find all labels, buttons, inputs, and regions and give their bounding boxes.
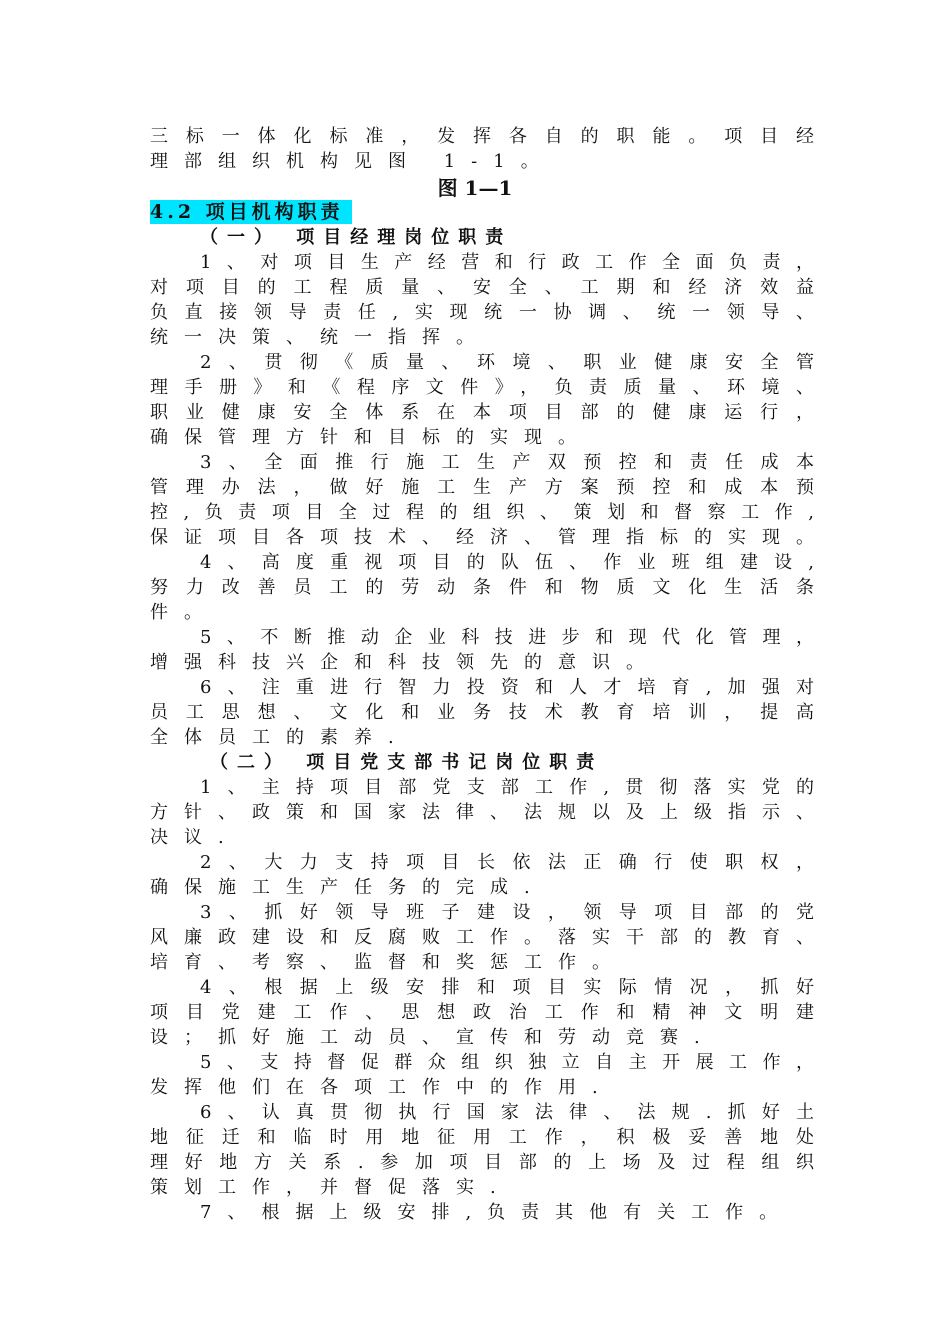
paragraph-line: 培育、考察、监督和奖惩工作。 (150, 952, 626, 973)
paragraph-line: 策划工作，并督促落实. (150, 1177, 512, 1198)
paragraph-line: 职业健康安全体系在本项目部的健康运行， (150, 402, 814, 423)
section-heading: 4.2 项目机构职责 (150, 200, 352, 224)
paragraph-line: 决议. (150, 827, 240, 848)
paragraph-line: 理好地方关系.参加项目部的上场及过程组织 (150, 1152, 814, 1173)
intro-line: 三标一体化标准，发挥各自的职能。项目经 (150, 126, 814, 147)
figure-title: 图 1—1 (437, 176, 513, 200)
paragraph-line: 努力改善员工的劳动条件和物质文化生活条 (150, 577, 814, 598)
paragraph-line: 对项目的工程质量、安全、工期和经济效益 (150, 277, 814, 298)
paragraph-line: 5、不断推动企业科技进步和现代化管理， (200, 627, 814, 648)
intro-line: 理部组织机构见图 1-1。 (150, 151, 555, 172)
paragraph-line: 增强科技兴企和科技领先的意识。 (150, 652, 660, 673)
paragraph-line: 管理办法，做好施工生产方案预控和成本预 (150, 477, 814, 498)
paragraph-line: 4、根据上级安排和项目实际情况，抓好 (200, 977, 814, 998)
paragraph-line: 地征迁和临时用地征用工作，积极妥善地处 (150, 1127, 814, 1148)
paragraph-line: 理手册》和《程序文件》，负责质量、环境、 (150, 377, 814, 398)
paragraph-line: 6、认真贯彻执行国家法律、法规.抓好土 (200, 1102, 814, 1123)
paragraph-line: 设；抓好施工动员、宣传和劳动竞赛. (150, 1027, 716, 1048)
paragraph-line: 统一决策、统一指挥。 (150, 327, 490, 348)
paragraph-line: 确保管理方针和目标的实现。 (150, 427, 592, 448)
paragraph-line: 7、根据上级安排,负责其他有关工作。 (200, 1202, 794, 1223)
paragraph-line: 件。 (150, 602, 218, 623)
paragraph-line: 发挥他们在各项工作中的作用. (150, 1077, 614, 1098)
paragraph-line: 负直接领导责任,实现统一协调、统一领导、 (150, 302, 814, 323)
paragraph-line: 4、高度重视项目的队伍、作业班组建设, (200, 552, 814, 573)
paragraph-line: 保证项目各项技术、经济、管理指标的实现。 (150, 527, 814, 548)
paragraph-line: 5、支持督促群众组织独立自主开展工作， (200, 1052, 814, 1073)
paragraph-line: 6、注重进行智力投资和人才培育,加强对 (200, 677, 814, 698)
paragraph-line: 确保施工生产任务的完成. (150, 877, 546, 898)
paragraph-line: 项目党建工作、思想政治工作和精神文明建 (150, 1002, 814, 1023)
paragraph-line: 控,负责项目全过程的组织、策划和督察工作, (150, 502, 814, 523)
paragraph-line: 风廉政建设和反腐败工作。落实干部的教育、 (150, 927, 814, 948)
paragraph-line: 2、贯彻《质量、环境、职业健康安全管 (200, 352, 814, 373)
paragraph-line: 方针、政策和国家法律、法规以及上级指示、 (150, 802, 814, 823)
paragraph-line: 全体员工的素养. (150, 727, 410, 748)
paragraph-line: 1、主持项目部党支部工作,贯彻落实党的 (200, 777, 814, 798)
paragraph-line: 1、对项目生产经营和行政工作全面负责， (200, 252, 814, 273)
paragraph-line: 2、大力支持项目长依法正确行使职权， (200, 852, 814, 873)
subsection-heading-1: （一） 项目经理岗位职责 (200, 227, 513, 248)
subsection-heading-2: （二） 项目党支部书记岗位职责 (210, 752, 604, 773)
paragraph-line: 员工思想、文化和业务技术教育培训，提高 (150, 702, 814, 723)
paragraph-line: 3、抓好领导班子建设，领导项目部的党 (200, 902, 814, 923)
paragraph-line: 3、全面推行施工生产双预控和责任成本 (200, 452, 814, 473)
